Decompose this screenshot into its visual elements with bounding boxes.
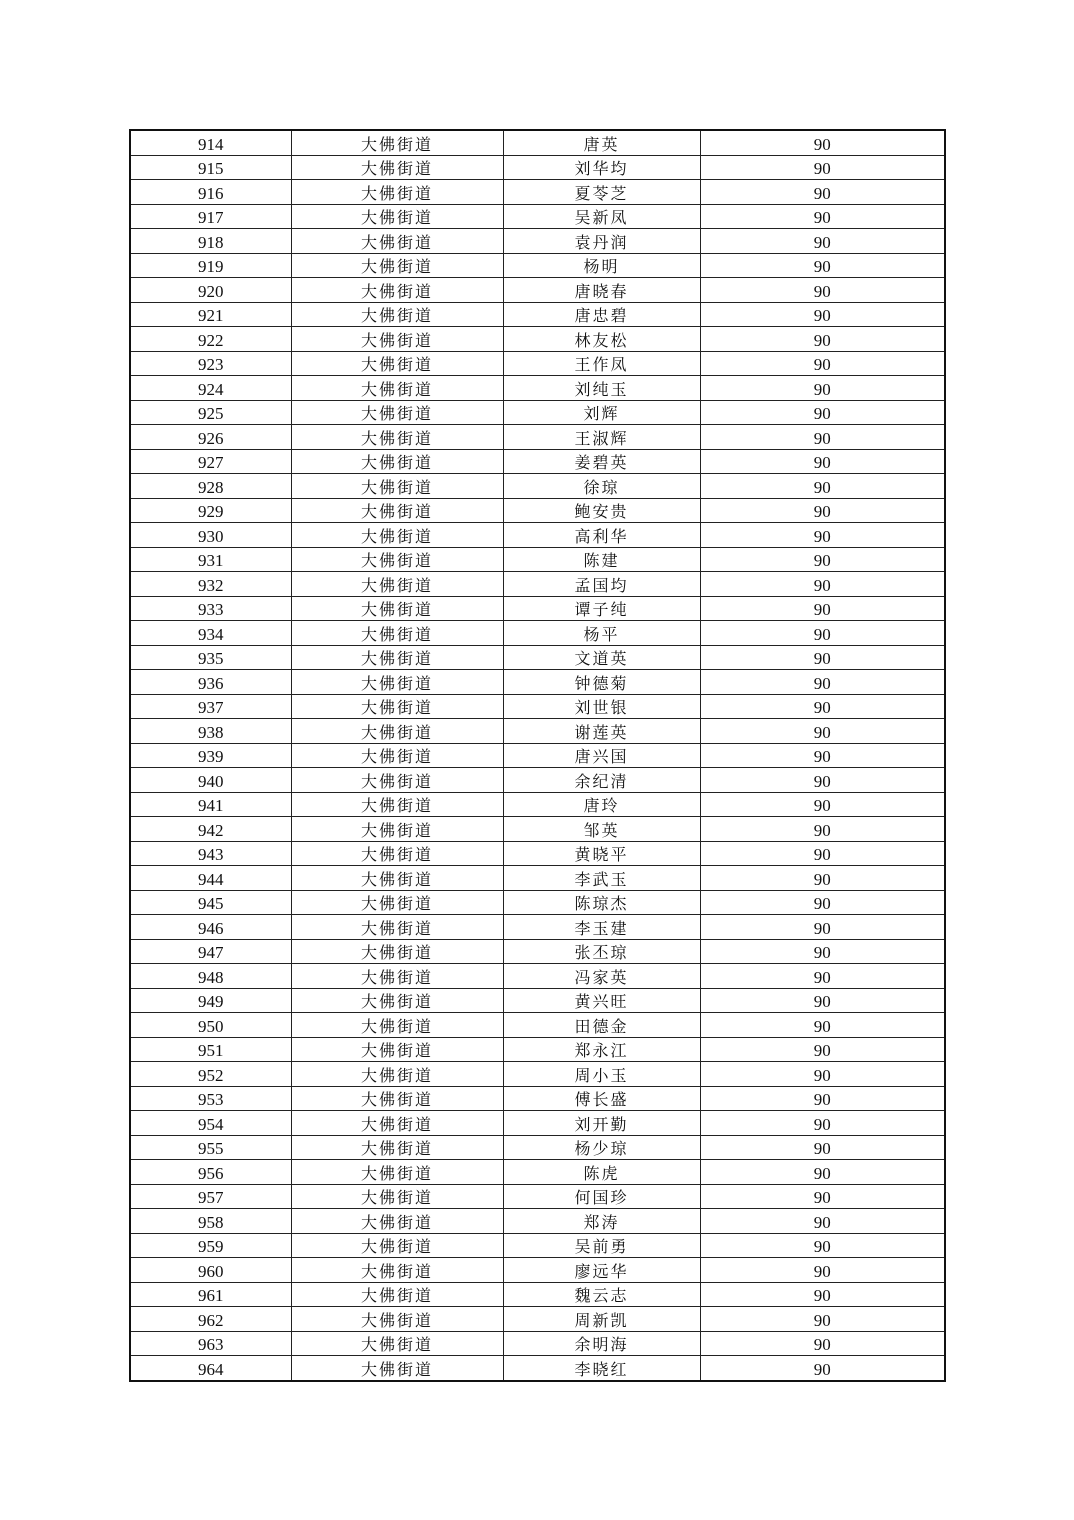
table-row — [130, 719, 945, 744]
table-row — [130, 817, 945, 842]
score-cell: 90 — [700, 1062, 945, 1087]
table-row — [130, 547, 945, 572]
street-cell: 大佛街道 — [291, 645, 503, 670]
street-cell: 大佛街道 — [291, 1037, 503, 1062]
person-name-cell: 陈建 — [503, 547, 700, 572]
street-cell: 大佛街道 — [291, 890, 503, 915]
score-cell: 90 — [700, 939, 945, 964]
table-row — [130, 376, 945, 401]
street-cell: 大佛街道 — [291, 278, 503, 303]
person-name-cell: 刘开勤 — [503, 1111, 700, 1136]
person-name-cell: 唐英 — [503, 130, 700, 155]
table-row — [130, 425, 945, 450]
street-cell: 大佛街道 — [291, 1331, 503, 1356]
person-name-cell: 李晓红 — [503, 1356, 700, 1381]
person-name-cell: 郑永江 — [503, 1037, 700, 1062]
street-cell: 大佛街道 — [291, 180, 503, 205]
street-cell: 大佛街道 — [291, 302, 503, 327]
table-row — [130, 327, 945, 352]
person-name-cell: 唐忠碧 — [503, 302, 700, 327]
table-row — [130, 498, 945, 523]
person-name-cell: 廖远华 — [503, 1258, 700, 1283]
row-number-cell: 939 — [130, 743, 291, 768]
street-cell: 大佛街道 — [291, 1111, 503, 1136]
score-cell: 90 — [700, 1013, 945, 1038]
row-number-cell: 952 — [130, 1062, 291, 1087]
street-cell: 大佛街道 — [291, 1135, 503, 1160]
person-name-cell: 黄晓平 — [503, 841, 700, 866]
street-cell: 大佛街道 — [291, 327, 503, 352]
score-cell: 90 — [700, 302, 945, 327]
score-cell: 90 — [700, 841, 945, 866]
table-row — [130, 743, 945, 768]
score-cell: 90 — [700, 130, 945, 155]
street-cell: 大佛街道 — [291, 792, 503, 817]
street-cell: 大佛街道 — [291, 939, 503, 964]
row-number-cell: 960 — [130, 1258, 291, 1283]
person-name-cell: 袁丹润 — [503, 229, 700, 254]
street-cell: 大佛街道 — [291, 841, 503, 866]
score-cell: 90 — [700, 572, 945, 597]
table-row — [130, 645, 945, 670]
table-row — [130, 1282, 945, 1307]
row-number-cell: 941 — [130, 792, 291, 817]
row-number-cell: 931 — [130, 547, 291, 572]
row-number-cell: 943 — [130, 841, 291, 866]
row-number-cell: 956 — [130, 1160, 291, 1185]
table-row — [130, 1062, 945, 1087]
score-cell: 90 — [700, 645, 945, 670]
row-number-cell: 921 — [130, 302, 291, 327]
row-number-cell: 954 — [130, 1111, 291, 1136]
person-name-cell: 唐玲 — [503, 792, 700, 817]
row-number-cell: 919 — [130, 253, 291, 278]
table-row — [130, 596, 945, 621]
street-cell: 大佛街道 — [291, 474, 503, 499]
table-row — [130, 1258, 945, 1283]
table-row — [130, 939, 945, 964]
person-name-cell: 杨少琼 — [503, 1135, 700, 1160]
table-row — [130, 1037, 945, 1062]
row-number-cell: 937 — [130, 694, 291, 719]
row-number-cell: 914 — [130, 130, 291, 155]
row-number-cell: 930 — [130, 523, 291, 548]
score-cell: 90 — [700, 890, 945, 915]
row-number-cell: 946 — [130, 915, 291, 940]
score-cell: 90 — [700, 425, 945, 450]
person-name-cell: 孟国均 — [503, 572, 700, 597]
street-cell: 大佛街道 — [291, 866, 503, 891]
street-cell: 大佛街道 — [291, 670, 503, 695]
table-row — [130, 572, 945, 597]
row-number-cell: 940 — [130, 768, 291, 793]
person-name-cell: 杨平 — [503, 621, 700, 646]
table-row — [130, 670, 945, 695]
score-cell: 90 — [700, 1160, 945, 1185]
person-name-cell: 文道英 — [503, 645, 700, 670]
row-number-cell: 934 — [130, 621, 291, 646]
street-cell: 大佛街道 — [291, 498, 503, 523]
street-cell: 大佛街道 — [291, 523, 503, 548]
street-cell: 大佛街道 — [291, 1258, 503, 1283]
score-cell: 90 — [700, 743, 945, 768]
score-cell: 90 — [700, 351, 945, 376]
table-row — [130, 1086, 945, 1111]
street-cell: 大佛街道 — [291, 1184, 503, 1209]
person-name-cell: 郑涛 — [503, 1209, 700, 1234]
table-row — [130, 1356, 945, 1381]
person-name-cell: 刘世银 — [503, 694, 700, 719]
street-cell: 大佛街道 — [291, 1233, 503, 1258]
score-cell: 90 — [700, 719, 945, 744]
street-cell: 大佛街道 — [291, 1062, 503, 1087]
person-name-cell: 陈琼杰 — [503, 890, 700, 915]
person-name-cell: 余明海 — [503, 1331, 700, 1356]
person-name-cell: 周小玉 — [503, 1062, 700, 1087]
score-cell: 90 — [700, 694, 945, 719]
table-row — [130, 1135, 945, 1160]
table-row — [130, 792, 945, 817]
table-row — [130, 253, 945, 278]
row-number-cell: 947 — [130, 939, 291, 964]
score-cell: 90 — [700, 400, 945, 425]
street-cell: 大佛街道 — [291, 572, 503, 597]
person-name-cell: 刘纯玉 — [503, 376, 700, 401]
row-number-cell: 953 — [130, 1086, 291, 1111]
person-name-cell: 高利华 — [503, 523, 700, 548]
score-cell: 90 — [700, 1184, 945, 1209]
row-number-cell: 924 — [130, 376, 291, 401]
person-name-cell: 刘华均 — [503, 155, 700, 180]
score-cell: 90 — [700, 253, 945, 278]
row-number-cell: 944 — [130, 866, 291, 891]
street-cell: 大佛街道 — [291, 596, 503, 621]
row-number-cell: 933 — [130, 596, 291, 621]
row-number-cell: 917 — [130, 204, 291, 229]
street-cell: 大佛街道 — [291, 547, 503, 572]
table-row — [130, 449, 945, 474]
score-cell: 90 — [700, 376, 945, 401]
score-cell: 90 — [700, 596, 945, 621]
person-name-cell: 吴新凤 — [503, 204, 700, 229]
score-cell: 90 — [700, 817, 945, 842]
person-name-cell: 王作凤 — [503, 351, 700, 376]
street-cell: 大佛街道 — [291, 915, 503, 940]
row-number-cell: 918 — [130, 229, 291, 254]
street-cell: 大佛街道 — [291, 743, 503, 768]
table-row — [130, 351, 945, 376]
score-cell: 90 — [700, 474, 945, 499]
roster-table — [129, 129, 946, 1382]
row-number-cell: 959 — [130, 1233, 291, 1258]
row-number-cell: 928 — [130, 474, 291, 499]
row-number-cell: 932 — [130, 572, 291, 597]
score-cell: 90 — [700, 204, 945, 229]
street-cell: 大佛街道 — [291, 1282, 503, 1307]
table-row — [130, 1209, 945, 1234]
person-name-cell: 谭子纯 — [503, 596, 700, 621]
table-row — [130, 890, 945, 915]
row-number-cell: 929 — [130, 498, 291, 523]
score-cell: 90 — [700, 988, 945, 1013]
score-cell: 90 — [700, 792, 945, 817]
street-cell: 大佛街道 — [291, 1356, 503, 1381]
table-row — [130, 841, 945, 866]
table-row — [130, 1331, 945, 1356]
row-number-cell: 923 — [130, 351, 291, 376]
row-number-cell: 945 — [130, 890, 291, 915]
person-name-cell: 姜碧英 — [503, 449, 700, 474]
score-cell: 90 — [700, 449, 945, 474]
street-cell: 大佛街道 — [291, 229, 503, 254]
score-cell: 90 — [700, 670, 945, 695]
street-cell: 大佛街道 — [291, 768, 503, 793]
street-cell: 大佛街道 — [291, 964, 503, 989]
row-number-cell: 955 — [130, 1135, 291, 1160]
score-cell: 90 — [700, 498, 945, 523]
score-cell: 90 — [700, 1111, 945, 1136]
table-row — [130, 621, 945, 646]
score-cell: 90 — [700, 1307, 945, 1332]
row-number-cell: 963 — [130, 1331, 291, 1356]
person-name-cell: 杨明 — [503, 253, 700, 278]
row-number-cell: 925 — [130, 400, 291, 425]
row-number-cell: 915 — [130, 155, 291, 180]
street-cell: 大佛街道 — [291, 425, 503, 450]
person-name-cell: 田德金 — [503, 1013, 700, 1038]
street-cell: 大佛街道 — [291, 351, 503, 376]
score-cell: 90 — [700, 180, 945, 205]
person-name-cell: 李武玉 — [503, 866, 700, 891]
table-row — [130, 866, 945, 891]
table-row — [130, 474, 945, 499]
table-row — [130, 1233, 945, 1258]
street-cell: 大佛街道 — [291, 1086, 503, 1111]
roster-table-body — [130, 130, 945, 1381]
row-number-cell: 964 — [130, 1356, 291, 1381]
street-cell: 大佛街道 — [291, 1307, 503, 1332]
person-name-cell: 冯家英 — [503, 964, 700, 989]
table-row — [130, 400, 945, 425]
street-cell: 大佛街道 — [291, 449, 503, 474]
table-row — [130, 768, 945, 793]
score-cell: 90 — [700, 915, 945, 940]
street-cell: 大佛街道 — [291, 1013, 503, 1038]
score-cell: 90 — [700, 1209, 945, 1234]
score-cell: 90 — [700, 1233, 945, 1258]
person-name-cell: 钟德菊 — [503, 670, 700, 695]
row-number-cell: 942 — [130, 817, 291, 842]
person-name-cell: 刘辉 — [503, 400, 700, 425]
street-cell: 大佛街道 — [291, 130, 503, 155]
row-number-cell: 948 — [130, 964, 291, 989]
street-cell: 大佛街道 — [291, 155, 503, 180]
score-cell: 90 — [700, 866, 945, 891]
street-cell: 大佛街道 — [291, 694, 503, 719]
person-name-cell: 吴前勇 — [503, 1233, 700, 1258]
person-name-cell: 王淑辉 — [503, 425, 700, 450]
street-cell: 大佛街道 — [291, 204, 503, 229]
person-name-cell: 黄兴旺 — [503, 988, 700, 1013]
score-cell: 90 — [700, 621, 945, 646]
table-row — [130, 1307, 945, 1332]
table-row — [130, 1184, 945, 1209]
street-cell: 大佛街道 — [291, 376, 503, 401]
table-row — [130, 155, 945, 180]
person-name-cell: 谢莲英 — [503, 719, 700, 744]
street-cell: 大佛街道 — [291, 1160, 503, 1185]
table-row — [130, 302, 945, 327]
street-cell: 大佛街道 — [291, 253, 503, 278]
table-row — [130, 229, 945, 254]
row-number-cell: 935 — [130, 645, 291, 670]
person-name-cell: 张丕琼 — [503, 939, 700, 964]
row-number-cell: 951 — [130, 1037, 291, 1062]
row-number-cell: 938 — [130, 719, 291, 744]
row-number-cell: 926 — [130, 425, 291, 450]
score-cell: 90 — [700, 229, 945, 254]
street-cell: 大佛街道 — [291, 719, 503, 744]
person-name-cell: 唐兴国 — [503, 743, 700, 768]
person-name-cell: 傅长盛 — [503, 1086, 700, 1111]
person-name-cell: 徐琼 — [503, 474, 700, 499]
row-number-cell: 949 — [130, 988, 291, 1013]
score-cell: 90 — [700, 964, 945, 989]
street-cell: 大佛街道 — [291, 817, 503, 842]
score-cell: 90 — [700, 1086, 945, 1111]
table-row — [130, 964, 945, 989]
person-name-cell: 何国珍 — [503, 1184, 700, 1209]
score-cell: 90 — [700, 1331, 945, 1356]
score-cell: 90 — [700, 278, 945, 303]
table-row — [130, 180, 945, 205]
row-number-cell: 927 — [130, 449, 291, 474]
person-name-cell: 周新凯 — [503, 1307, 700, 1332]
person-name-cell: 唐晓春 — [503, 278, 700, 303]
score-cell: 90 — [700, 1258, 945, 1283]
table-row — [130, 523, 945, 548]
score-cell: 90 — [700, 523, 945, 548]
person-name-cell: 夏苓芝 — [503, 180, 700, 205]
street-cell: 大佛街道 — [291, 1209, 503, 1234]
table-row — [130, 204, 945, 229]
table-row — [130, 915, 945, 940]
person-name-cell: 魏云志 — [503, 1282, 700, 1307]
table-row — [130, 1160, 945, 1185]
score-cell: 90 — [700, 1037, 945, 1062]
table-row — [130, 988, 945, 1013]
score-cell: 90 — [700, 1356, 945, 1381]
row-number-cell: 957 — [130, 1184, 291, 1209]
score-cell: 90 — [700, 547, 945, 572]
row-number-cell: 958 — [130, 1209, 291, 1234]
person-name-cell: 余纪清 — [503, 768, 700, 793]
street-cell: 大佛街道 — [291, 400, 503, 425]
row-number-cell: 936 — [130, 670, 291, 695]
score-cell: 90 — [700, 155, 945, 180]
person-name-cell: 邹英 — [503, 817, 700, 842]
table-row — [130, 278, 945, 303]
row-number-cell: 950 — [130, 1013, 291, 1038]
row-number-cell: 961 — [130, 1282, 291, 1307]
table-row — [130, 130, 945, 155]
score-cell: 90 — [700, 768, 945, 793]
street-cell: 大佛街道 — [291, 988, 503, 1013]
person-name-cell: 林友松 — [503, 327, 700, 352]
score-cell: 90 — [700, 327, 945, 352]
row-number-cell: 920 — [130, 278, 291, 303]
table-row — [130, 1013, 945, 1038]
person-name-cell: 陈虎 — [503, 1160, 700, 1185]
row-number-cell: 922 — [130, 327, 291, 352]
table-row — [130, 1111, 945, 1136]
street-cell: 大佛街道 — [291, 621, 503, 646]
row-number-cell: 916 — [130, 180, 291, 205]
score-cell: 90 — [700, 1135, 945, 1160]
person-name-cell: 鲍安贵 — [503, 498, 700, 523]
table-row — [130, 694, 945, 719]
person-name-cell: 李玉建 — [503, 915, 700, 940]
score-cell: 90 — [700, 1282, 945, 1307]
row-number-cell: 962 — [130, 1307, 291, 1332]
